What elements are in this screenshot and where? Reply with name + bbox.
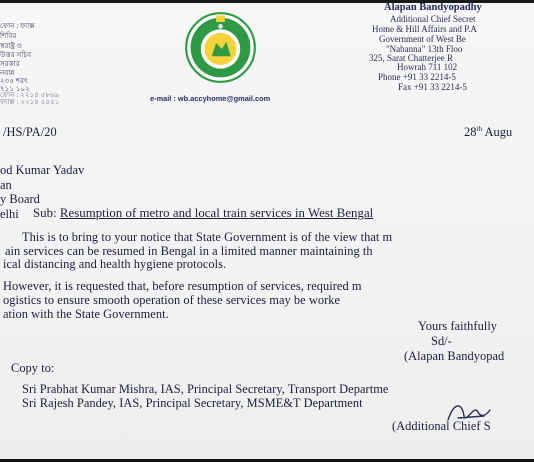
footer-designation: (Additional Chief S [392,419,491,433]
lh-right-line: "Nabanna" 13th Floo [386,44,463,54]
lh-left-line: ফোন : ২২১৪ ৫৮৬৯ [0,91,60,99]
lh-right-line: Fax +91 33 2214-5 [398,82,467,92]
addressee-line: y Board [0,192,40,206]
body-line: ogistics to ensure smooth operation of these services may be worke [3,293,341,307]
closing-salutation: Yours faithfully [418,319,498,333]
copy-to-line: Sri Prabhat Kumar Mishra, IAS, Principal Secretary, Transport Departme [22,382,389,396]
lh-left-line: ফ্যাক্স : ২২১৪ ৫৫৫১ [0,98,60,106]
lh-right-line: Home & Hill Affairs and P.A [372,24,477,34]
lh-left-line: উত্তর সচিব [0,51,32,59]
officer-name: Alapan Bandyopadhy [384,2,482,13]
lh-right-line: Additional Chief Secret [390,14,476,24]
lh-left-line: ৭১১ ১০২ [0,85,30,93]
addressee-line: od Kumar Yadav [0,163,85,177]
lh-left-line: ফোন : ফ্যাক্স [0,22,35,30]
reference-number: /HS/PA/20 [3,125,57,139]
lh-right-line: 325, Sarat Chatterjee R [369,53,453,63]
body-line: However, it is requested that, before resumption of services, required m [3,279,362,293]
subject-text: Resumption of metro and local train services in West Bengal [59,206,374,220]
email-line: e-mail : wb.accyhome@gmail.com [150,94,271,103]
lh-left-line: ২৩৫ শরৎ [0,77,28,85]
closing-signed: Sd/- [431,334,452,348]
addressee-line: an [0,178,12,192]
letter-date: 28th Augu [464,125,513,140]
body-line: ation with the State Government. [3,307,169,321]
copy-to-label: Copy to: [11,361,55,375]
lh-right-line: Phone +91 33 2214-5 [378,72,456,82]
lh-left-line: নবান্ন [0,69,15,77]
closing-name: (Alapan Bandyopad [404,349,505,363]
body-line: ical distancing and health hygiene protocols. [3,257,227,271]
body-line: ain services can be resumed in Bengal in a limited manner maintaining th [5,244,373,258]
west-bengal-emblem-icon [184,11,257,84]
lh-right-line: Government of West Be [379,34,466,44]
lh-left-line: সরকার [0,60,20,68]
copy-to-line: Sri Rajesh Pandey, IAS, Principal Secretary, MSME&T Department [22,396,363,410]
lh-left-line: স্বরাষ্ট্র ও [0,42,23,50]
lh-right-line: Howrah 711 102 [397,62,458,72]
addressee-line: elhi [0,207,19,221]
subject-line [33,207,373,220]
lh-left-line: শিবির [0,32,17,40]
body-line: This is to bring to your notice that State Government is of the view that m [22,230,393,244]
subject-prefix: Sub: [33,206,57,220]
